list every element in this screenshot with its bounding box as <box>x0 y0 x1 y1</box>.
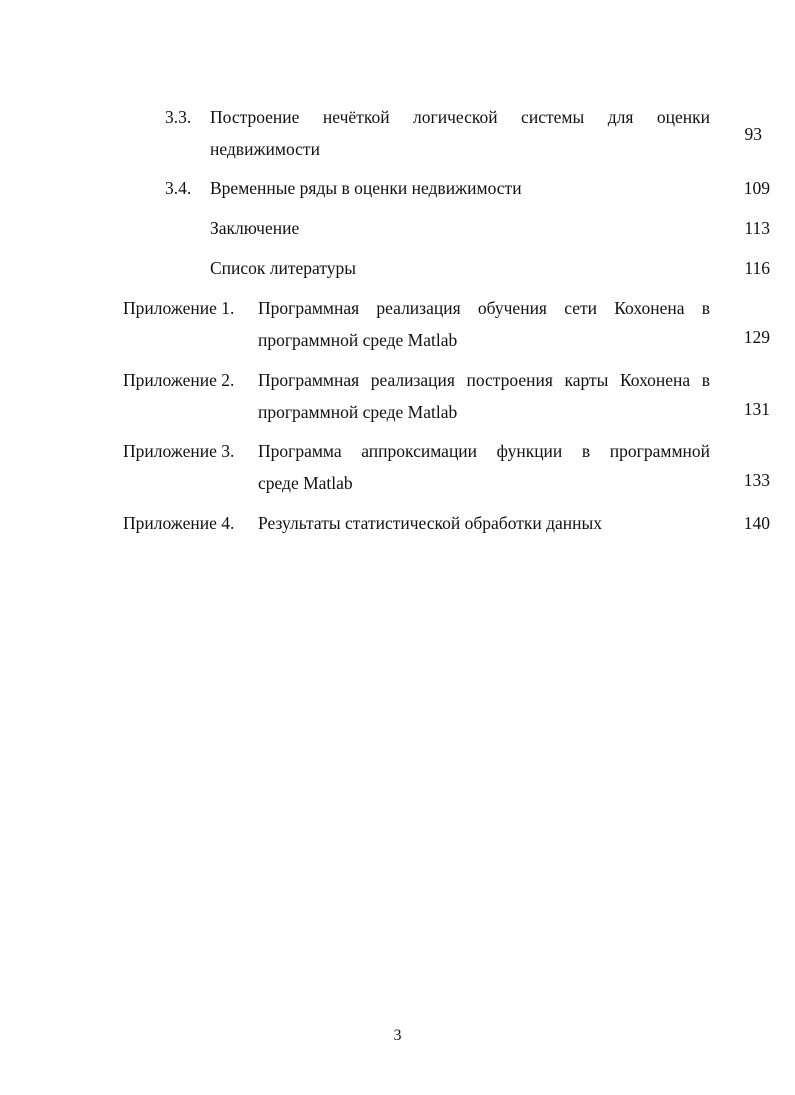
page-number: 3 <box>393 1027 402 1044</box>
appendix-title-cont: среде Matlab <box>258 473 353 493</box>
toc-entry-title: Временные ряды в оценки недвижимости <box>210 178 522 198</box>
appendix-label: Приложение 3. <box>123 441 235 461</box>
toc-entry-number: 3.4. <box>165 178 192 198</box>
appendix-page: 140 <box>743 513 770 533</box>
toc-entry-number: 3.3. <box>165 107 192 127</box>
appendix-title-cont: программной среде Matlab <box>258 330 458 350</box>
toc-entry-page: 93 <box>744 124 762 144</box>
toc-entry-page: 116 <box>744 258 770 278</box>
appendix-title: Результаты статистической обработки данных <box>258 513 603 533</box>
toc-entry-title: Заключение <box>210 218 300 238</box>
appendix-title: Программа аппроксимации функции в программной <box>258 441 710 461</box>
toc-entry-title: Построение нечёткой логической системы для оценки <box>210 107 710 127</box>
appendix-label: Приложение 2. <box>123 370 235 390</box>
appendix-title: Программная реализация обучения сети Кохонена в <box>258 298 710 318</box>
appendix-label: Приложение 4. <box>123 513 235 533</box>
appendix-page: 133 <box>743 470 770 490</box>
appendix-title: Программная реализация построения карты Кохонена в <box>258 370 710 390</box>
toc-entry-title: Список литературы <box>210 258 357 278</box>
appendix-title-cont: программной среде Matlab <box>258 402 458 422</box>
appendix-page: 129 <box>743 327 770 347</box>
toc-entry-page: 109 <box>743 178 770 198</box>
toc-entry-title-cont: недвижимости <box>210 139 320 159</box>
appendix-label: Приложение 1. <box>123 298 235 318</box>
appendix-page: 131 <box>743 399 770 419</box>
toc-entry-page: 113 <box>744 218 770 238</box>
